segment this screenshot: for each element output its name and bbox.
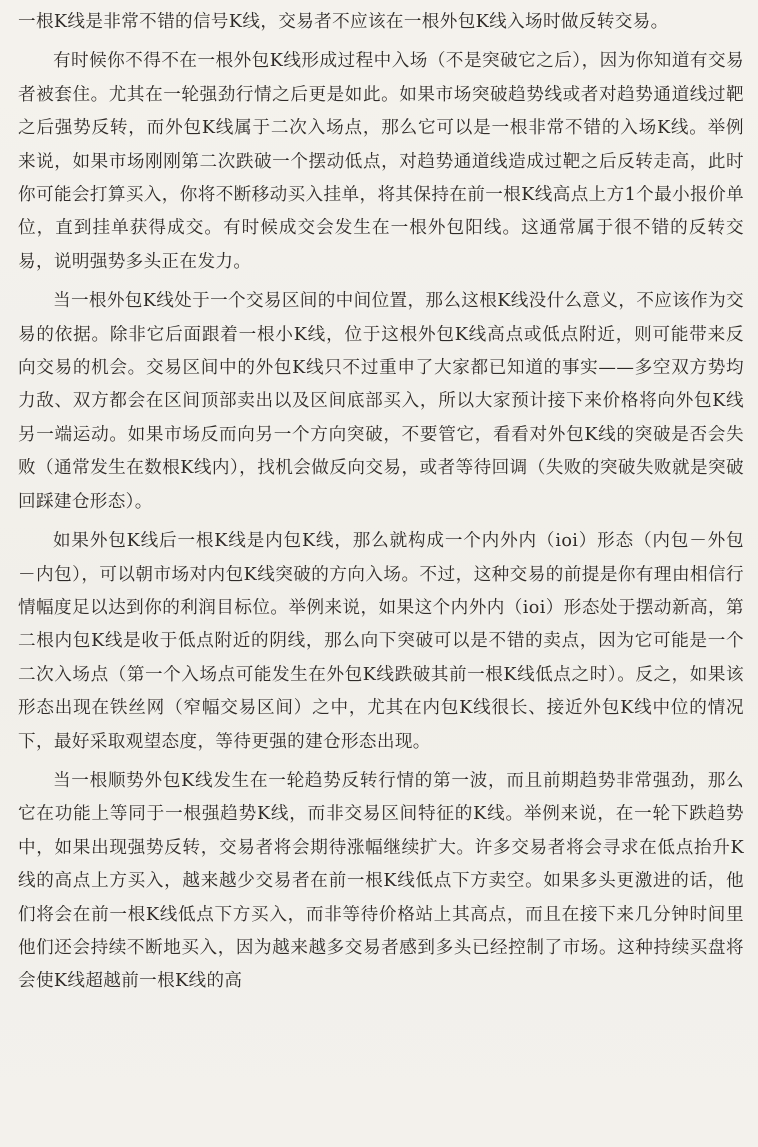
paragraph: 当一根外包K线处于一个交易区间的中间位置，那么这根K线没什么意义，不应该作为交易的依据。除非它后面跟着一根小K线，位于这根外包K线高点或低点附近，则可能带来反向交易的机会。交易区间中的外包K线只不过重申了大家都已知道的事实——多空双方势均力敌、双方都会在区间顶部卖出以及区间底部买入，所以大家预计接下来价格将向外包K线另一端运动。如果市场反而向另一个方向突破，不要管它，看看对外包K线的突破是否会失败（通常发生在数根K线内），找机会做反向交易，或者等待回调（失败的突破失败就是突破回踩建仓形态）。	[18, 291, 744, 512]
paragraph: 有时候你不得不在一根外包K线形成过程中入场（不是突破它之后），因为你知道有交易者被套住。尤其在一轮强劲行情之后更是如此。如果市场突破趋势线或者对趋势通道线过靶之后强势反转，而外包K线属于二次入场点，那么它可以是一根非常不错的入场K线。举例来说，如果市场刚刚第二次跌破一个摆动低点，对趋势通道线造成过靶之后反转走高，此时你可能会打算买入，你将不断移动买入挂单，将其保持在前一根K线高点上方1个最小报价单位，直到挂单获得成交。有时候成交会发生在一根外包阳线。这通常属于很不错的反转交易，说明强势多头正在发力。	[18, 51, 744, 272]
paragraph: 当一根顺势外包K线发生在一轮趋势反转行情的第一波，而且前期趋势非常强劲，那么它在功能上等同于一根强趋势K线，而非交易区间特征的K线。举例来说，在一轮下跌趋势中，如果出现强势反转，交易者将会期待涨幅继续扩大。许多交易者将会寻求在低点抬升K线的高点上方买入，越来越少交易者在前一根K线低点下方卖空。如果多头更激进的话，他们将会在前一根K线低点下方买入，而非等待价格站上其高点，而且在接下来几分钟时间里他们还会持续不断地买入，因为越来越多交易者感到多头已经控制了市场。这种持续买盘将会使K线超越前一根K线的高	[18, 770, 744, 992]
paragraph: 如果外包K线后一根K线是内包K线，那么就构成一个内外内（ioi）形态（内包－外包－内包），可以朝市场对内包K线突破的方向入场。不过，这种交易的前提是你有理由相信行情幅度足以达到你的利润目标位。举例来说，如果这个内外内（ioi）形态处于摆动新高，第二根内包K线是收于低点附近的阴线，那么向下突破可以是不错的卖点，因为它可能是一个二次入场点（第一个入场点可能发生在外包K线跌破其前一根K线低点之时）。反之，如果该形态出现在铁丝网（窄幅交易区间）之中，尤其在内包K线很长、接近外包K线中位的情况下，最好采取观望态度，等待更强的建仓形态出现。	[18, 531, 744, 752]
paragraph-continuation: 一根K线是非常不错的信号K线，交易者不应该在一根外包K线入场时做反转交易。	[18, 12, 669, 32]
